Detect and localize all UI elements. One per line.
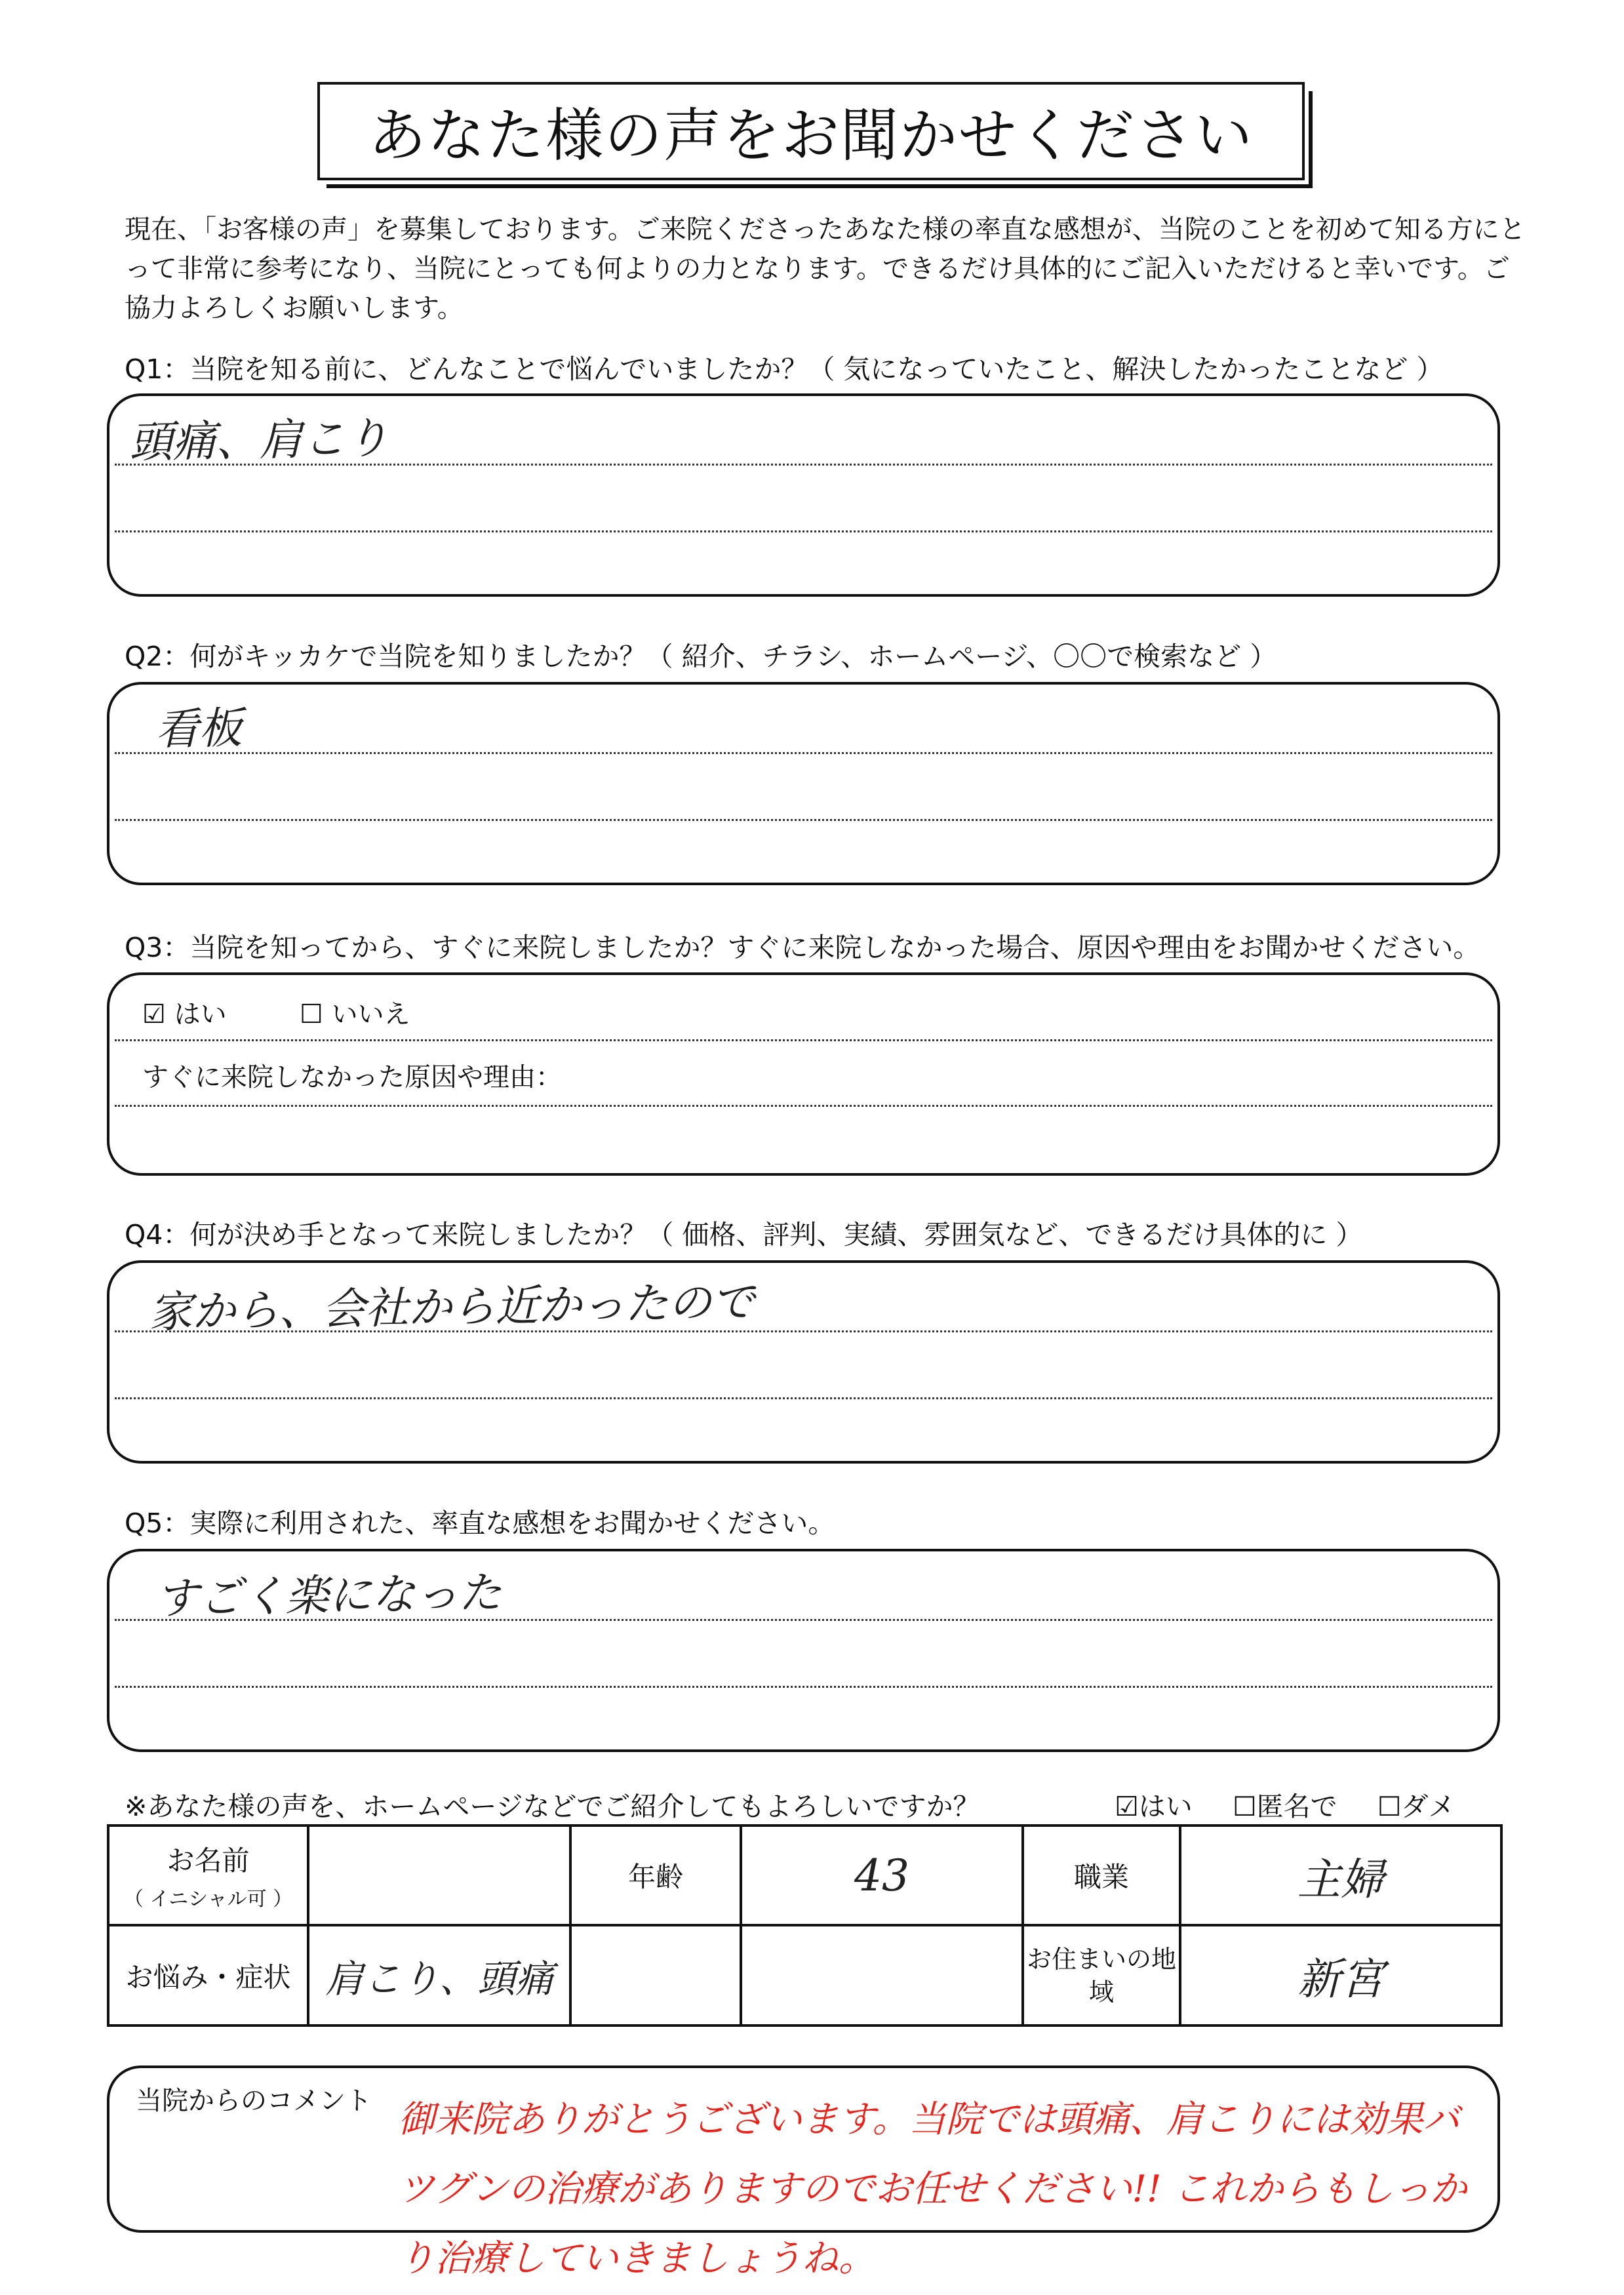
q4-label: Q4：何が決め手となって来院しましたか？（ 価格、評判、実績、雰囲気など、できるだけ具体的に ） (125, 1219, 1363, 1250)
answer-line (115, 1686, 1492, 1688)
area-value[interactable]: 新宮 (1180, 1925, 1501, 2026)
info-table (107, 1824, 1503, 2027)
q1-answer-box[interactable] (107, 393, 1500, 597)
name-label-cell (108, 1826, 308, 1925)
answer-line (115, 1105, 1492, 1107)
job-label: 職業 (1023, 1826, 1180, 1925)
q5-label: Q5：実際に利用された、率直な感想をお聞かせください。 (125, 1507, 835, 1539)
q3-yes-checkbox[interactable]: ☑ はい (142, 999, 227, 1029)
q3-label: Q3：当院を知ってから、すぐに来院しましたか？すぐに来院しなかった場合、原因や理由をお聞かせください。 (125, 932, 1480, 963)
symptom-label: お悩み・症状 (108, 1925, 308, 2026)
empty-cell (570, 1925, 741, 2026)
comment-text: 御来院ありがとうございます。当院では頭痛、肩こりには効果バツグンの治療がありますのでお任せください!! これからもしっかり治療していきましょうね。 (398, 2098, 1467, 2280)
age-value[interactable]: 43 (741, 1826, 1023, 1925)
answer-line (115, 1397, 1492, 1399)
page-title (317, 82, 1305, 180)
q2-answer: 看板 (155, 702, 243, 755)
q5-answer-box[interactable] (107, 1549, 1500, 1752)
name-value[interactable] (308, 1826, 570, 1925)
q1-label: Q1：当院を知る前に、どんなことで悩んでいましたか？（ 気になっていたこと、解決したかったことなど ） (125, 353, 1444, 385)
q2-label: Q2：何がキッカケで当院を知りましたか？（ 紹介、チラシ、ホームページ、〇〇で検索など ） (125, 641, 1277, 672)
answer-line (115, 530, 1492, 532)
q1-answer: 頭痛、肩こり (129, 412, 389, 468)
q3-reason-label: すぐに来院しなかった原因や理由： (142, 1062, 562, 1092)
comment-box (107, 2066, 1500, 2280)
consent-no-checkbox[interactable]: ☐ダメ (1377, 1791, 1456, 1822)
page-title-text: あなた様の声をお聞かせください (368, 102, 1254, 169)
consent-options (1115, 1785, 1486, 1824)
age-label: 年齢 (570, 1826, 741, 1925)
answer-line (115, 819, 1492, 821)
consent-question: ※あなた様の声を、ホームページなどでご紹介してもよろしいですか？ (125, 1791, 980, 1822)
q3-no-checkbox[interactable]: ☐ いいえ (300, 999, 410, 1029)
q5-answer: すごく楽になった (155, 1567, 502, 1624)
intro-text: 現在、「お客様の声」を募集しております。ご来院くださったあなた様の率直な感想が、当院のことを初めて知る方にとって非常に参考になり、当院にとっても何よりの力となります。できるだけ具体的にご記入いただけると幸いです。ご協力よろしくお願いします。 (125, 214, 1526, 323)
comment-label: 当院からのコメント (136, 2086, 372, 2116)
job-value[interactable]: 主婦 (1180, 1826, 1501, 1925)
q2-answer-box[interactable] (107, 682, 1500, 885)
q3-answer-box[interactable] (107, 972, 1500, 1176)
q4-answer-box[interactable] (107, 1260, 1500, 1464)
answer-line (115, 1039, 1492, 1041)
q4-answer: 家から、会社から近かったので (148, 1276, 755, 1338)
name-label: お名前 (167, 1845, 250, 1877)
consent-yes-checkbox[interactable]: ☑はい (1115, 1791, 1193, 1822)
empty-cell (741, 1925, 1023, 2026)
symptom-value[interactable]: 肩こり、頭痛 (308, 1925, 570, 2026)
answer-line (115, 752, 1492, 754)
consent-anonymous-checkbox[interactable]: ☐匿名で (1232, 1791, 1337, 1822)
name-note: （ イニシャル可 ） (123, 1888, 293, 1911)
area-label: お住まいの地域 (1023, 1925, 1180, 2026)
